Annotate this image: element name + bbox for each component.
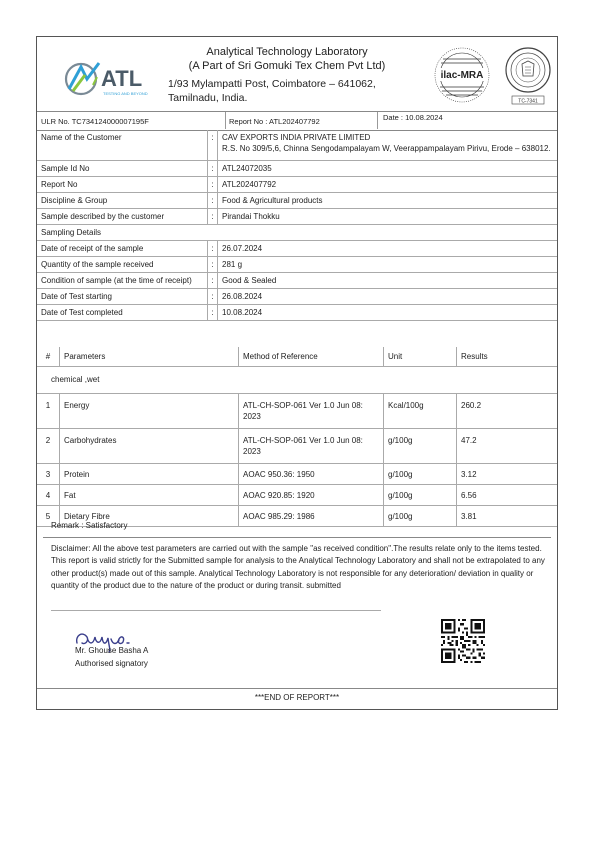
qr-code-icon: [441, 619, 485, 663]
results-group-row: chemical ,wet: [37, 367, 557, 394]
sample-info-table: [37, 130, 557, 321]
customer-address: R.S. No 309/5,6, Chinna Sengodampalayam W, Veerappampalayam Pirivu, Erode – 638012.: [222, 144, 551, 153]
svg-text:ATL: ATL: [101, 66, 143, 91]
signatory-name: Mr. Ghouse Basha A: [75, 646, 149, 655]
svg-text:TC-7341: TC-7341: [518, 98, 538, 105]
lab-parent: (A Part of Sri Gomuki Tex Chem Pvt Ltd): [188, 60, 386, 72]
lab-name: Analytical Technology Laboratory: [206, 46, 368, 58]
lab-address-state: Tamilnadu, India.: [168, 92, 248, 104]
info-row: Sample Id No : ATL24072035: [37, 161, 557, 177]
svg-text:TESTING AND BEYOND: TESTING AND BEYOND: [103, 91, 148, 96]
ilac-mra-logo: [433, 45, 491, 105]
results-header-row: # Parameters Method of Reference Unit Results: [37, 347, 557, 367]
svg-text:ilac-MRA: ilac-MRA: [440, 70, 484, 81]
report-date: Date : 10.08.2024: [383, 113, 443, 122]
end-of-report: ***END OF REPORT***: [254, 693, 340, 702]
info-row: Discipline & Group : Food & Agricultural products: [37, 193, 557, 209]
info-row: Report No : ATL202407792: [37, 177, 557, 193]
info-row: Condition of sample (at the time of receipt) : Good & Sealed: [37, 273, 557, 289]
atl-logo: [63, 55, 158, 103]
signatory-title: Authorised signatory: [75, 659, 148, 668]
info-row: Quantity of the sample received : 281 g: [37, 257, 557, 273]
lab-address: 1/93 Mylampatti Post, Coimbatore – 641062,: [168, 78, 376, 90]
info-row: Date of Test starting : 26.08.2024: [37, 289, 557, 305]
report-header: [37, 37, 557, 111]
reference-row: [37, 111, 557, 131]
info-row: Date of receipt of the sample : 26.07.2024: [37, 241, 557, 257]
customer-name: CAV EXPORTS INDIA PRIVATE LIMITED: [222, 133, 371, 142]
remark: Remark : Satisfactory: [51, 521, 128, 530]
report-number: Report No : ATL202407792: [229, 117, 320, 126]
results-table: [37, 347, 557, 527]
test-report: [36, 36, 558, 710]
info-row: Sample described by the customer : Pirandai Thokku: [37, 209, 557, 225]
table-row: 4 Fat AOAC 920.85: 1920 g/100g 6.56: [37, 485, 557, 506]
info-section-row: Sampling Details: [37, 225, 557, 241]
ulr-number: ULR No. TC734124000007195F: [41, 117, 149, 126]
table-row: 2 Carbohydrates ATL-CH-SOP-061 Ver 1.0 Jun 08: 2023 g/100g 47.2: [37, 429, 557, 464]
table-row: 5 Dietary Fibre AOAC 985.29: 1986 g/100g 3.81: [37, 506, 557, 527]
info-row: Name of the Customer : CAV EXPORTS INDIA PRIVATE LIMITED R.S. No 309/5,6, Chinna Sengodampalayam W, Veerappampalayam Pirivu, Erode – 638012.: [37, 130, 557, 161]
lab-details: [168, 45, 428, 105]
info-row: Date of Test completed : 10.08.2024: [37, 305, 557, 321]
table-row: 3 Protein AOAC 950.36: 1950 g/100g 3.12: [37, 464, 557, 485]
table-row: 1 Energy ATL-CH-SOP-061 Ver 1.0 Jun 08: 2023 Kcal/100g 260.2: [37, 394, 557, 429]
accreditation-seal-icon: [503, 44, 553, 108]
disclaimer: Disclaimer: All the above test parameters are carried out with the sample "as received condition".The results relate only to the items tested. This report is valid strictly for the Submitted sample for analysis to the Analytical Technology Laboratory and shall not be extrapolated to any other product(s) made out of this sample. Analytical Technology Laboratory is not responsible for any deterioration/ deviation in quality or quantity of the product due to the nature of the product or during transit. submitted: [51, 544, 545, 591]
